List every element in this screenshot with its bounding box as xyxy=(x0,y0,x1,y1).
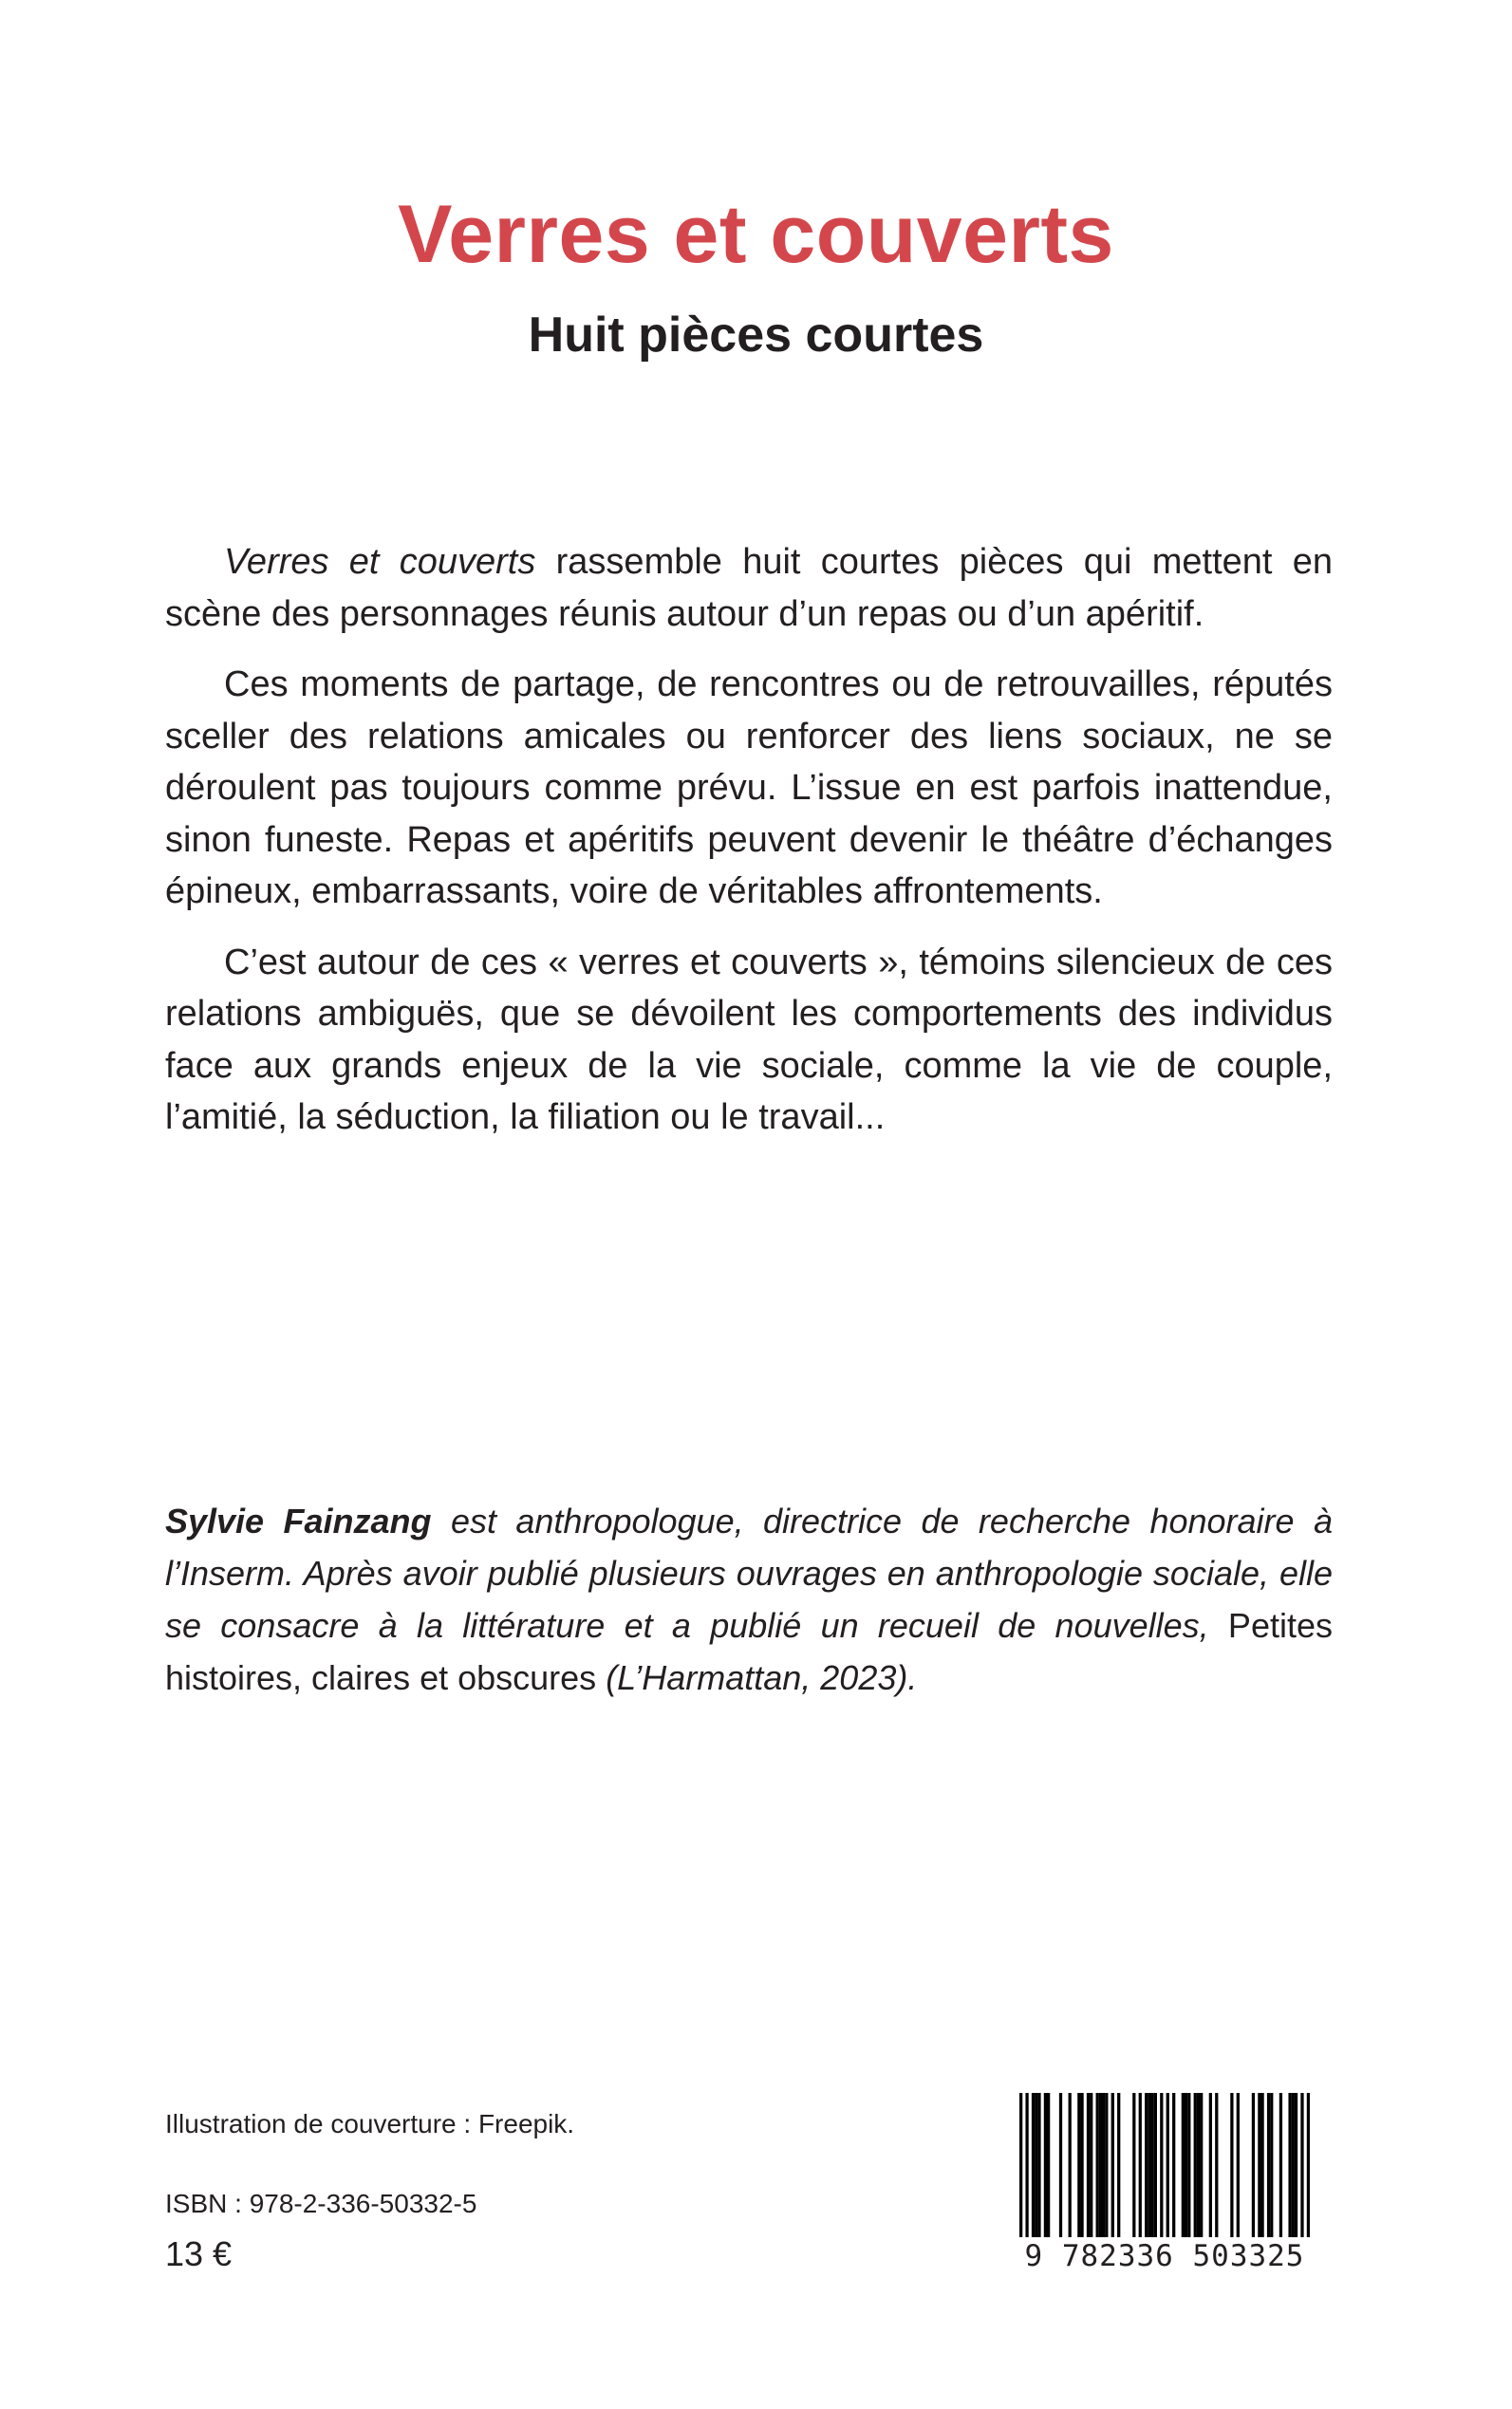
barcode-bar xyxy=(1307,2093,1310,2254)
barcode-bar xyxy=(1105,2093,1108,2237)
book-title: Verres et couverts xyxy=(398,189,1114,280)
barcode-bar xyxy=(1279,2093,1282,2237)
barcode-bar xyxy=(1044,2093,1047,2237)
author-bio xyxy=(165,1495,1333,1704)
barcode-bar xyxy=(1154,2093,1157,2237)
blurb xyxy=(165,536,1333,1163)
barcode-bar xyxy=(1252,2093,1255,2237)
barcode-bar xyxy=(1090,2093,1092,2237)
barcode-bar xyxy=(1080,2093,1083,2237)
isbn: ISBN : 978-2-336-50332-5 xyxy=(165,2189,477,2218)
barcode-bar xyxy=(1151,2093,1154,2237)
barcode-bar xyxy=(1019,2093,1022,2254)
barcode-bar xyxy=(1111,2093,1114,2237)
author-name: Sylvie Fainzang xyxy=(165,1502,432,1541)
barcode-bar xyxy=(1260,2093,1263,2237)
barcode xyxy=(997,2093,1333,2283)
barcode-bar xyxy=(1258,2093,1260,2237)
barcode-bar xyxy=(1069,2093,1072,2237)
barcode-bars xyxy=(1019,2093,1310,2254)
barcode-bar xyxy=(1102,2093,1105,2237)
barcode-bar xyxy=(1148,2093,1150,2237)
barcode-bar xyxy=(1209,2093,1212,2237)
barcode-bar xyxy=(1182,2093,1185,2237)
barcode-bar xyxy=(1087,2093,1090,2237)
barcode-bar xyxy=(1292,2093,1295,2237)
barcode-bar xyxy=(1172,2093,1175,2237)
barcode-bar xyxy=(1099,2093,1102,2237)
price: 13 € xyxy=(165,2234,233,2273)
blurb-paragraph-1-text: rassemble huit courtes pièces qui mettent en scène des personnages réunis autour d’un repas ou d’un apéritif. xyxy=(165,542,1334,634)
barcode-bar xyxy=(1037,2093,1040,2237)
barcode-bar xyxy=(1197,2093,1200,2237)
previous-book-publisher: (L’Harmattan, 2023). xyxy=(596,1658,918,1697)
blurb-paragraph-1 xyxy=(165,536,1333,640)
book-subtitle: Huit pièces courtes xyxy=(528,308,984,363)
barcode-bar xyxy=(1295,2093,1297,2237)
barcode-bar xyxy=(1167,2093,1169,2254)
barcode-bar xyxy=(1047,2093,1050,2237)
barcode-bar xyxy=(1185,2093,1187,2237)
illustration-credit: Illustration de couverture : Freepik. xyxy=(165,2109,575,2138)
barcode-bar xyxy=(1288,2093,1291,2237)
blurb-title-italic: Verres et couverts xyxy=(224,542,536,582)
previous-book-title: Petites histoires, claires et obscures xyxy=(165,1606,1333,1697)
barcode-digits: 9 782336 503325 xyxy=(997,2237,1333,2275)
barcode-bar xyxy=(1187,2093,1190,2237)
barcode-bar xyxy=(1035,2093,1037,2237)
barcode-bar xyxy=(1032,2093,1035,2237)
barcode-bar xyxy=(1160,2093,1163,2254)
barcode-bar xyxy=(1132,2093,1135,2237)
barcode-bar xyxy=(1025,2093,1028,2254)
barcode-bar xyxy=(1215,2093,1218,2237)
barcode-bar xyxy=(1096,2093,1099,2237)
barcode-bar xyxy=(1200,2093,1203,2237)
barcode-bar xyxy=(1237,2093,1240,2237)
barcode-bar xyxy=(1117,2093,1120,2237)
barcode-bar xyxy=(1267,2093,1270,2237)
barcode-bar xyxy=(1145,2093,1148,2237)
author-bio-text: est anthropologue, directrice de recherche honoraire à l’Inserm. Après avoir publié plusieurs ouvrages en anthropologie sociale, elle se consacre à la littérature et a publié un recueil de nouvelles, xyxy=(165,1502,1333,1645)
blurb-paragraph-2: Ces moments de partage, de rencontres ou de retrouvailles, réputés sceller des relations amicales ou renforcer des liens sociaux, ne se déroulent pas toujours comme prévu. L’issue en est parfois inattendue, sinon funeste. Repas et apéritifs peuvent devenir le théâtre d’échanges épineux, embarrassants, voire de véritables affrontements. xyxy=(165,664,1333,911)
barcode-bar xyxy=(1270,2093,1273,2237)
barcode-bar xyxy=(1230,2093,1233,2237)
blurb-paragraph-3: C’est autour de ces « verres et couverts », témoins silencieux de ces relations ambiguës, que se dévoilent les comportements des individus face aux grands enjeux de la vie sociale, comme la vie de couple, l’amitié, la séduction, la filiation ou le travail... xyxy=(165,942,1333,1137)
barcode-bar xyxy=(1139,2093,1142,2237)
barcode-bar xyxy=(1077,2093,1080,2237)
barcode-bar xyxy=(1194,2093,1197,2237)
barcode-bar xyxy=(1300,2093,1303,2254)
barcode-bar xyxy=(1059,2093,1062,2237)
